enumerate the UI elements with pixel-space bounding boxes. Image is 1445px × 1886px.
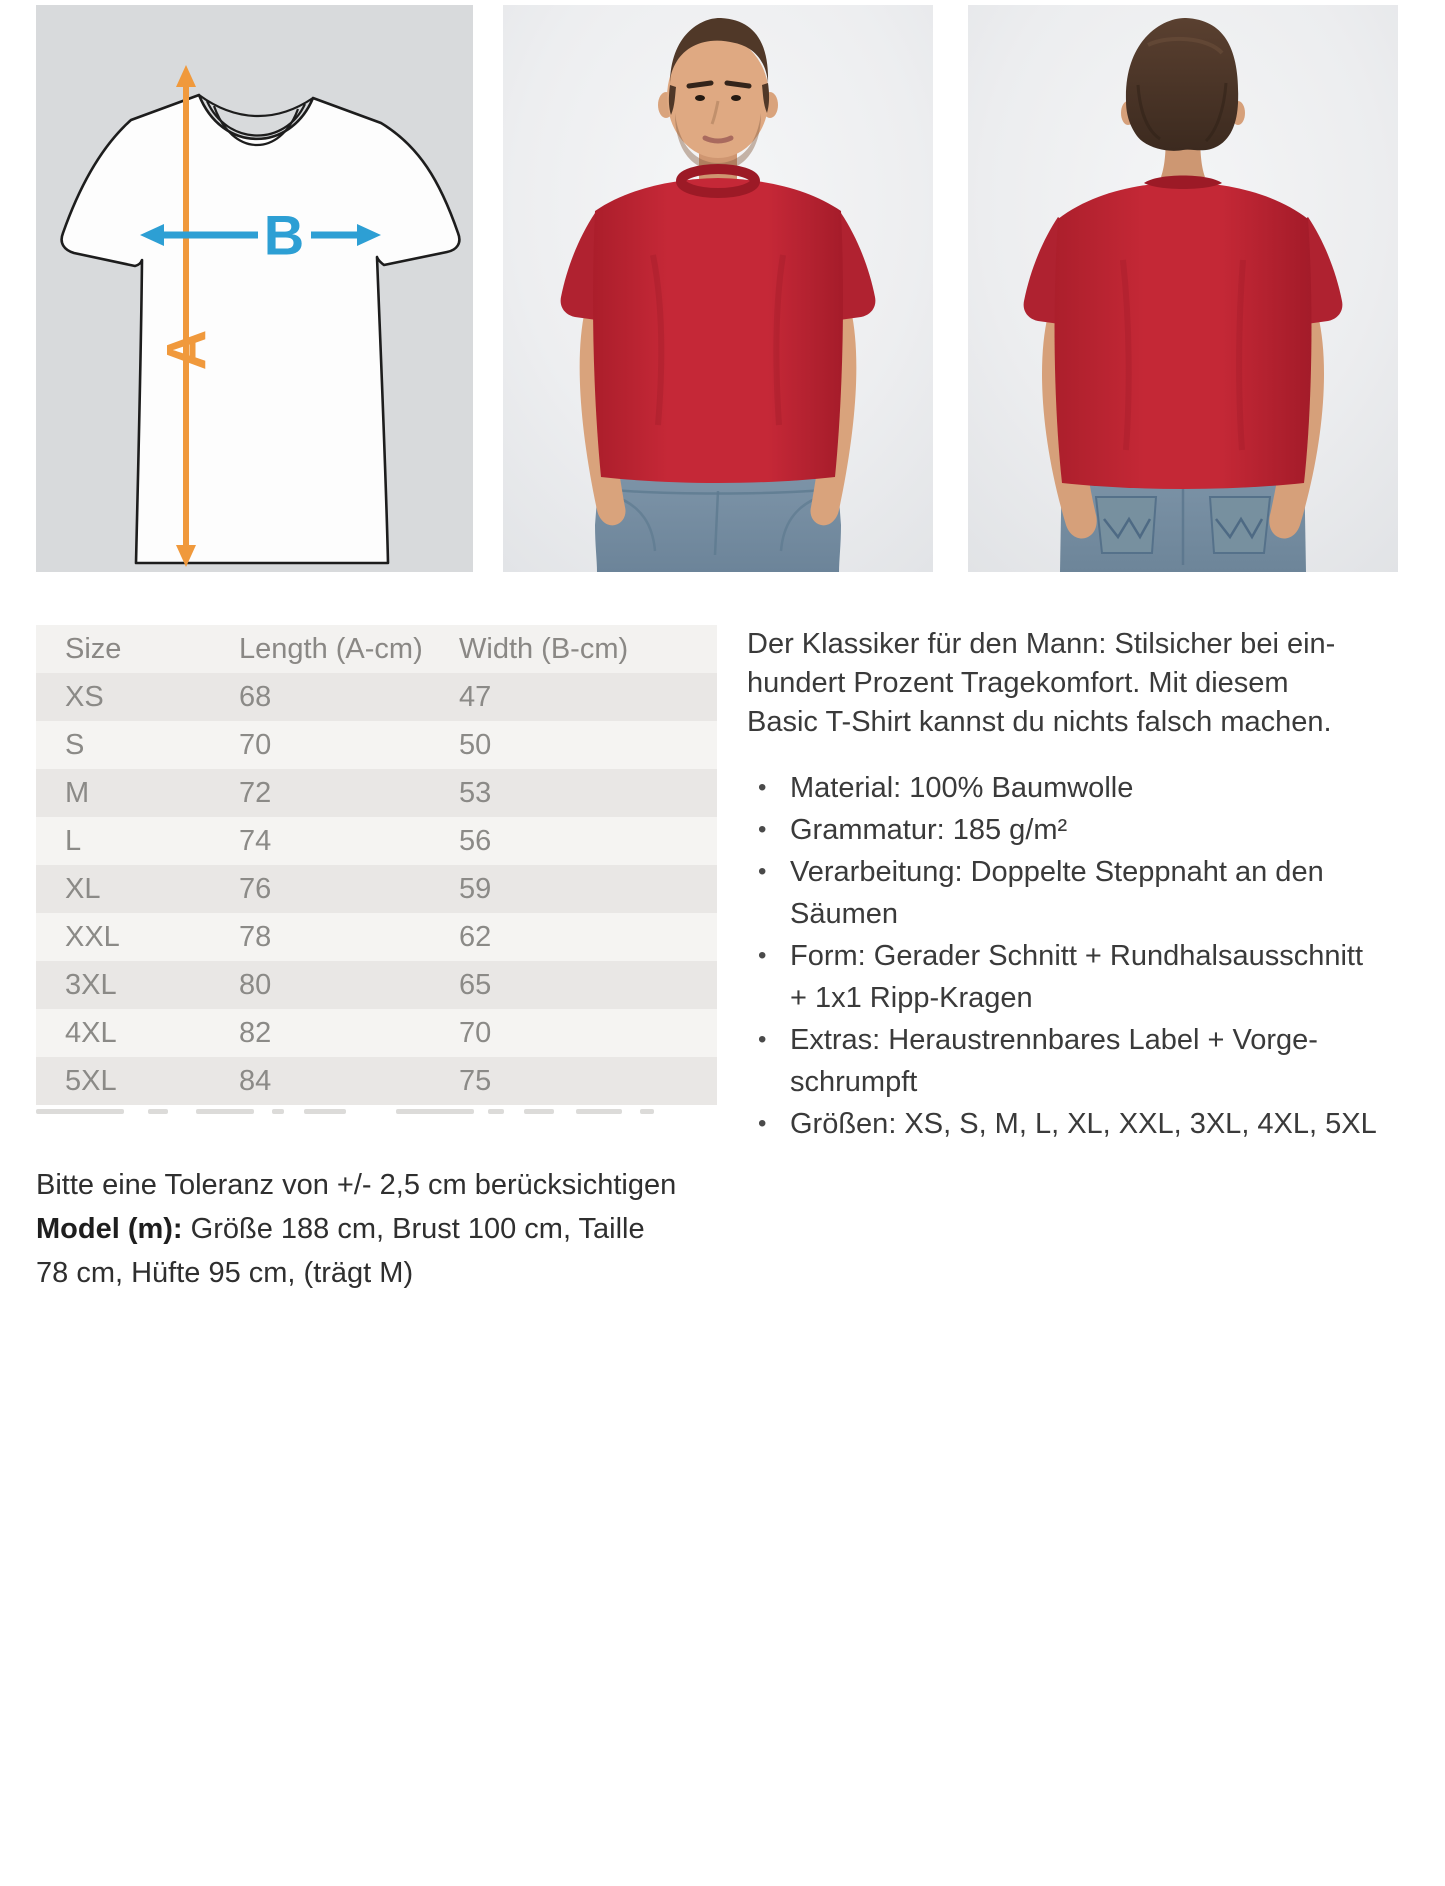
table-cell: 72 bbox=[239, 776, 272, 809]
table-cell: M bbox=[65, 776, 90, 809]
size-diagram-image bbox=[36, 5, 473, 572]
description-line: hundert Prozent Tragekomfort. Mit diesem bbox=[747, 667, 1289, 699]
table-cell: 3XL bbox=[65, 968, 117, 1001]
bullet-icon: • bbox=[758, 816, 767, 843]
bullet-text: Material: 100% Baumwolle bbox=[790, 772, 1134, 804]
table-cell: XS bbox=[65, 680, 104, 713]
table-cell: XL bbox=[65, 872, 101, 905]
size-table-body bbox=[36, 673, 717, 1105]
table-cell: 47 bbox=[459, 680, 492, 713]
col-header-length: Length (A-cm) bbox=[239, 632, 423, 665]
table-row bbox=[36, 769, 717, 817]
bullet-item bbox=[747, 935, 1397, 1019]
model-note-line2: 78 cm, Hüfte 95 cm, (trägt M) bbox=[36, 1257, 414, 1289]
product-description bbox=[747, 625, 1397, 1295]
bullet-icon: • bbox=[758, 1026, 767, 1053]
table-cell: 78 bbox=[239, 920, 272, 953]
table-cell: 53 bbox=[459, 776, 492, 809]
size-table-header bbox=[36, 625, 717, 673]
bullet-text: Form: Gerader Schnitt + Rundhalsausschnitt + 1x1 Ripp-Kragen bbox=[790, 940, 1364, 1014]
bullet-icon: • bbox=[758, 774, 767, 801]
table-cell: 80 bbox=[239, 968, 272, 1001]
table-cut-artifact bbox=[36, 1109, 696, 1117]
table-row bbox=[36, 721, 717, 769]
table-cell: 82 bbox=[239, 1016, 272, 1049]
table-row bbox=[36, 673, 717, 721]
bullet-item bbox=[747, 809, 1397, 851]
front-shirt bbox=[561, 169, 876, 483]
table-cell: S bbox=[65, 728, 85, 761]
table-row bbox=[36, 1009, 717, 1057]
model-front-illustration bbox=[503, 5, 933, 572]
table-cell: 50 bbox=[459, 728, 492, 761]
bullet-item bbox=[747, 767, 1397, 809]
table-row bbox=[36, 961, 717, 1009]
back-shirt bbox=[1024, 176, 1343, 490]
bullet-icon: • bbox=[758, 858, 767, 885]
bullet-item bbox=[747, 851, 1397, 935]
table-cell: L bbox=[65, 824, 82, 857]
table-cell: 59 bbox=[459, 872, 492, 905]
table-cell: XXL bbox=[65, 920, 120, 953]
description-bullets bbox=[747, 767, 1397, 1145]
bullet-item bbox=[747, 1103, 1397, 1145]
table-cell: 4XL bbox=[65, 1016, 117, 1049]
bullet-text: Extras: Heraustrennbares Label + Vorge- schrumpft bbox=[790, 1024, 1318, 1098]
col-header-width: Width (B-cm) bbox=[459, 632, 629, 665]
model-front-photo bbox=[503, 5, 933, 572]
size-table bbox=[36, 625, 717, 1105]
bullet-icon: • bbox=[758, 942, 767, 969]
table-row bbox=[36, 817, 717, 865]
bullet-text: Größen: XS, S, M, L, XL, XXL, 3XL, 4XL, 5XL bbox=[790, 1108, 1377, 1140]
description-line: Basic T-Shirt kannst du nichts falsch machen. bbox=[747, 706, 1332, 738]
table-cell: 70 bbox=[239, 728, 272, 761]
size-notes bbox=[36, 1163, 717, 1295]
description-line: Der Klassiker für den Mann: Stilsicher bei ein- bbox=[747, 628, 1336, 660]
table-cell: 74 bbox=[239, 824, 272, 857]
table-row bbox=[36, 913, 717, 961]
tshirt-measure-diagram bbox=[36, 5, 473, 572]
table-row bbox=[36, 865, 717, 913]
tolerance-note: Bitte eine Toleranz von +/- 2,5 cm berücksichtigen bbox=[36, 1169, 677, 1201]
description-intro bbox=[747, 625, 1397, 742]
table-cell: 62 bbox=[459, 920, 492, 953]
model-note-line1: Model (m): Größe 188 cm, Brust 100 cm, Taille bbox=[36, 1213, 645, 1245]
table-cell: 5XL bbox=[65, 1064, 117, 1097]
label-b: B bbox=[263, 203, 305, 267]
front-jeans bbox=[595, 473, 841, 572]
model-back-illustration bbox=[968, 5, 1398, 572]
product-images bbox=[36, 5, 1408, 572]
table-cell: 56 bbox=[459, 824, 492, 857]
bullet-icon: • bbox=[758, 1110, 767, 1137]
model-label: Model (m): bbox=[36, 1213, 183, 1245]
table-cell: 65 bbox=[459, 968, 492, 1001]
table-cell: 76 bbox=[239, 872, 272, 905]
model-back-photo bbox=[968, 5, 1398, 572]
table-cell: 68 bbox=[239, 680, 272, 713]
table-cell: 75 bbox=[459, 1064, 492, 1097]
bullet-text: Verarbeitung: Doppelte Steppnaht an den Säumen bbox=[790, 856, 1324, 930]
label-a: A bbox=[154, 329, 218, 371]
table-cell: 70 bbox=[459, 1016, 492, 1049]
product-detail-section bbox=[36, 5, 1408, 1295]
bullet-text: Grammatur: 185 g/m² bbox=[790, 814, 1068, 846]
col-header-size: Size bbox=[65, 632, 122, 665]
table-cell: 84 bbox=[239, 1064, 272, 1097]
table-row bbox=[36, 1057, 717, 1105]
bullet-item bbox=[747, 1019, 1397, 1103]
